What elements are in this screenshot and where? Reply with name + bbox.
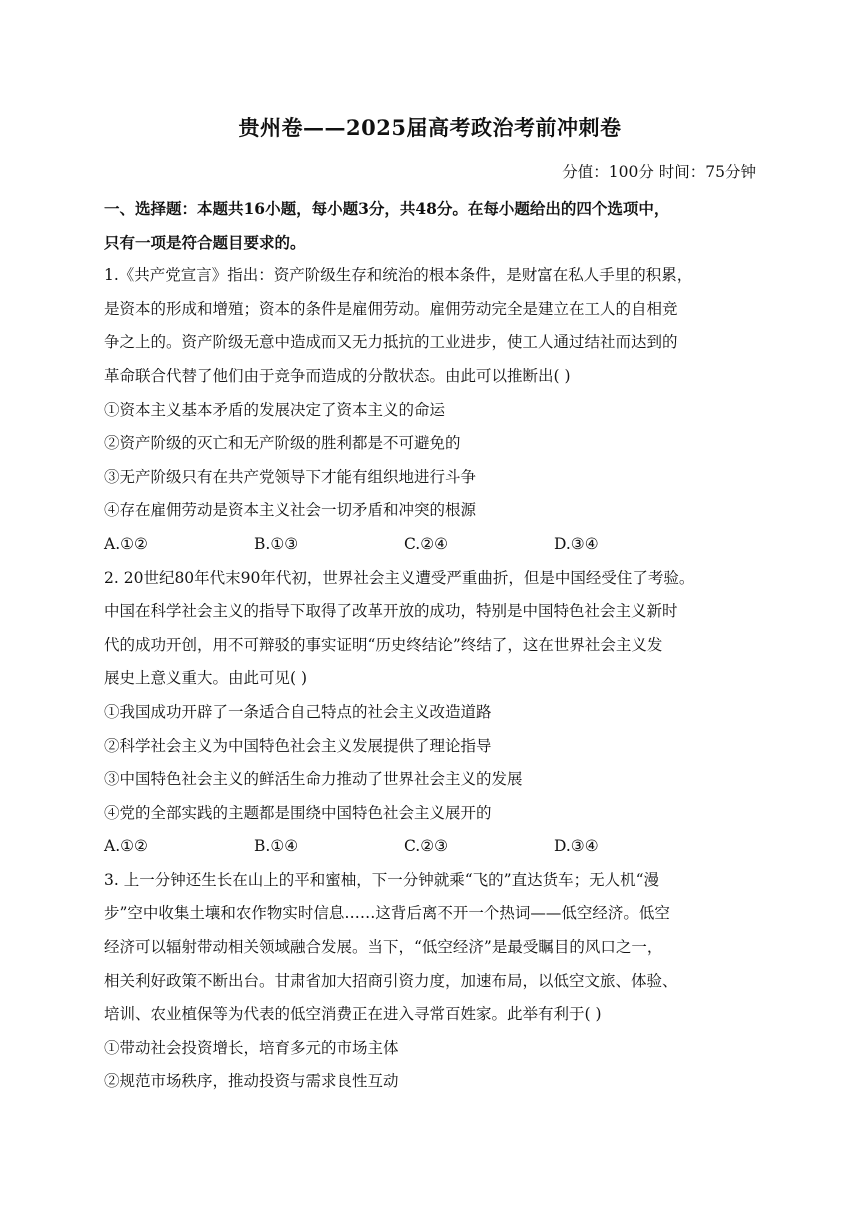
answer-options <box>104 528 764 562</box>
question-stem-line: 展史上意义重大。由此可见( ) <box>104 669 308 688</box>
question-stem-line: 2. 20世纪80年代末90年代初，世界社会主义遭受严重曲折，但是中国经受住了考验。 <box>104 568 695 587</box>
option-d: D.③④ <box>554 534 599 553</box>
statement-item: ③中国特色社会主义的鲜活生命力推动了世界社会主义的发展 <box>104 770 523 789</box>
statement-item: ③无产阶级只有在共产党领导下才能有组织地进行斗争 <box>104 467 477 486</box>
option-a: A.①② <box>104 534 148 553</box>
question-stem-line: 3. 上一分钟还生长在山上的平和蜜柚，下一分钟就乘“飞的”直达货车；无人机“漫 <box>104 870 659 889</box>
statement-item: ②规范市场秩序，推动投资与需求良性互动 <box>104 1072 399 1091</box>
question-stem-line: 是资本的形成和增殖；资本的条件是雇佣劳动。雇佣劳动完全是建立在工人的自相竞 <box>104 299 678 318</box>
statement-item: ②科学社会主义为中国特色社会主义发展提供了理论指导 <box>104 736 492 755</box>
score-time-info: 分值：100分 时间：75分钟 <box>562 163 756 181</box>
option-b: B.①④ <box>254 837 299 856</box>
statement-item: ①我国成功开辟了一条适合自己特点的社会主义改造道路 <box>104 702 492 721</box>
option-d: D.③④ <box>554 837 599 856</box>
option-a: A.①② <box>104 837 148 856</box>
question-stem-line: 革命联合代替了他们由于竞争而造成的分散状态。由此可以推断出( ) <box>104 366 571 385</box>
statement-item: ①资本主义基本矛盾的发展决定了资本主义的命运 <box>104 400 446 419</box>
question-stem-line: 争之上的。资产阶级无意中造成而又无力抵抗的工业进步，使工人通过结社而达到的 <box>104 333 678 352</box>
question-stem-line: 代的成功开创，用不可辩驳的事实证明“历史终结论”终结了，这在世界社会主义发 <box>104 635 663 654</box>
statement-item: ②资产阶级的灭亡和无产阶级的胜利都是不可避免的 <box>104 434 461 453</box>
statement-item: ④党的全部实践的主题都是围绕中国特色社会主义展开的 <box>104 803 492 822</box>
option-b: B.①③ <box>254 534 299 553</box>
question-stem-line: 步”空中收集土壤和农作物实时信息……这背后离不开一个热词——低空经济。低空 <box>104 904 670 923</box>
exam-content <box>104 192 764 1099</box>
question-1 <box>104 259 764 561</box>
question-stem-line: 1.《共产党宣言》指出：资产阶级生存和统治的根本条件，是财富在私人手里的积累， <box>104 266 693 285</box>
question-stem-line: 中国在科学社会主义的指导下取得了改革开放的成功，特别是中国特色社会主义新时 <box>104 602 678 621</box>
option-c: C.②③ <box>404 837 449 856</box>
statement-item: ①带动社会投资增长，培育多元的市场主体 <box>104 1038 399 1057</box>
section-heading-line-2: 只有一项是符合题目要求的。 <box>104 232 306 252</box>
section-heading-line-1: 一、选择题：本题共16小题，每小题3分，共48分。在每小题给出的四个选项中， <box>104 199 670 218</box>
answer-options <box>104 830 764 864</box>
page-title: 贵州卷——2025届高考政治考前冲刺卷 <box>238 115 622 140</box>
question-stem-line: 经济可以辐射带动相关领域融合发展。当下，“低空经济”是最受瞩目的风口之一， <box>104 938 663 957</box>
option-c: C.②④ <box>404 534 449 553</box>
question-stem-line: 相关利好政策不断出台。甘肃省加大招商引资力度，加速布局，以低空文旅、体验、 <box>104 971 678 990</box>
question-3 <box>104 864 764 1099</box>
question-2 <box>104 562 764 864</box>
statement-item: ④存在雇佣劳动是资本主义社会一切矛盾和冲突的根源 <box>104 501 477 520</box>
question-stem-line: 培训、农业植保等为代表的低空消费正在进入寻常百姓家。此举有利于( ) <box>104 1005 602 1024</box>
